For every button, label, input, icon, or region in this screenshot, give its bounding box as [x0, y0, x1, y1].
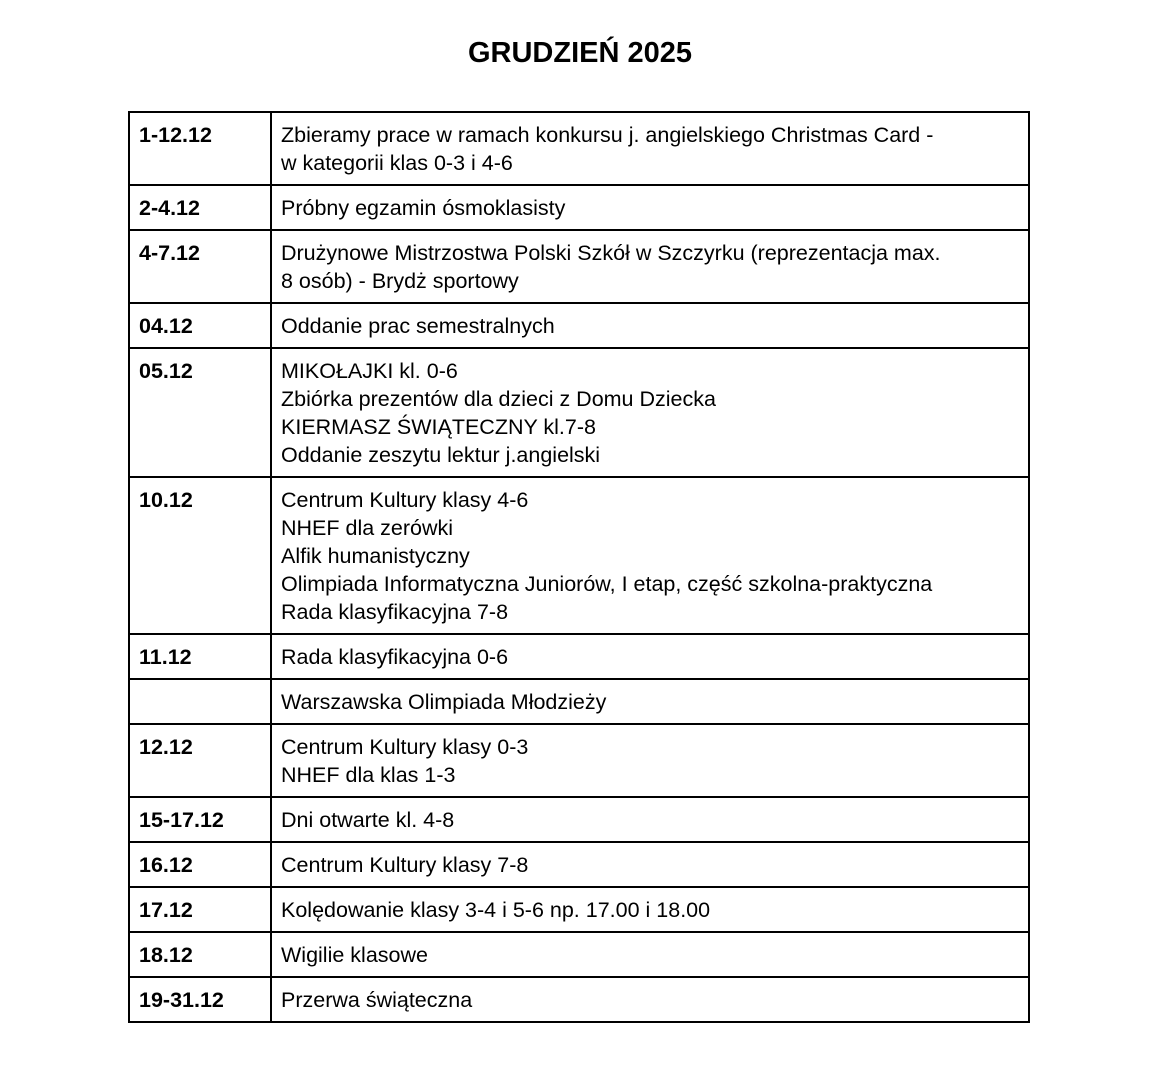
- events-cell: [271, 112, 1029, 185]
- date-cell: 4-7.12: [129, 230, 271, 303]
- table-row: [129, 303, 1029, 348]
- event-line: Kolędowanie klasy 3-4 i 5-6 np. 17.00 i 18.00: [281, 898, 711, 922]
- date-cell: 16.12: [129, 842, 271, 887]
- table-row: [129, 112, 1029, 185]
- table-row: [129, 842, 1029, 887]
- table-row: [129, 724, 1029, 797]
- events-cell: [271, 303, 1029, 348]
- event-line: Centrum Kultury klasy 7-8: [281, 853, 529, 877]
- table-row: [129, 348, 1029, 477]
- events-cell: [271, 348, 1029, 477]
- event-line: Warszawska Olimpiada Młodzieży: [281, 690, 607, 714]
- date-cell: 15-17.12: [129, 797, 271, 842]
- table-row: [129, 679, 1029, 724]
- page-title: GRUDZIEŃ 2025: [467, 37, 692, 69]
- table-row: [129, 185, 1029, 230]
- date-cell: 17.12: [129, 887, 271, 932]
- date-cell: 04.12: [129, 303, 271, 348]
- event-line: Drużynowe Mistrzostwa Polski Szkół w Szczyrku (reprezentacja max.: [281, 241, 941, 265]
- event-line: Centrum Kultury klasy 4-6: [281, 488, 529, 512]
- table-row: [129, 634, 1029, 679]
- events-cell: [271, 230, 1029, 303]
- date-cell: 11.12: [129, 634, 271, 679]
- event-line: Rada klasyfikacyjna 7-8: [281, 600, 509, 624]
- date-cell: 18.12: [129, 932, 271, 977]
- event-line: Próbny egzamin ósmoklasisty: [281, 196, 566, 220]
- event-line: KIERMASZ ŚWIĄTECZNY kl.7-8: [281, 415, 596, 439]
- event-line: Rada klasyfikacyjna 0-6: [281, 645, 509, 669]
- event-line: 8 osób) - Brydż sportowy: [281, 269, 519, 293]
- date-cell: [129, 679, 271, 724]
- event-line: Zbieramy prace w ramach konkursu j. angielskiego Christmas Card -: [281, 123, 934, 147]
- date-cell: 12.12: [129, 724, 271, 797]
- date-cell: 1-12.12: [129, 112, 271, 185]
- date-cell: 2-4.12: [129, 185, 271, 230]
- table-row: [129, 477, 1029, 634]
- event-line: Przerwa świąteczna: [281, 988, 473, 1012]
- event-line: w kategorii klas 0-3 i 4-6: [281, 151, 513, 175]
- event-line: NHEF dla klas 1-3: [281, 763, 456, 787]
- event-line: MIKOŁAJKI kl. 0-6: [281, 359, 458, 383]
- event-line: Centrum Kultury klasy 0-3: [281, 735, 529, 759]
- event-line: Zbiórka prezentów dla dzieci z Domu Dziecka: [281, 387, 716, 411]
- event-line: Oddanie zeszytu lektur j.angielski: [281, 443, 601, 467]
- events-cell: [271, 477, 1029, 634]
- events-cell: [271, 185, 1029, 230]
- table-row: [129, 797, 1029, 842]
- date-cell: 10.12: [129, 477, 271, 634]
- events-cell: [271, 724, 1029, 797]
- event-line: Wigilie klasowe: [281, 943, 428, 967]
- table-row: [129, 977, 1029, 1022]
- schedule-table: [128, 111, 1030, 1023]
- events-cell: [271, 842, 1029, 887]
- table-row: [129, 887, 1029, 932]
- schedule-table-body: [129, 112, 1029, 1022]
- events-cell: [271, 887, 1029, 932]
- event-line: NHEF dla zerówki: [281, 516, 454, 540]
- events-cell: [271, 797, 1029, 842]
- event-line: Oddanie prac semestralnych: [281, 314, 555, 338]
- events-cell: [271, 679, 1029, 724]
- event-line: Olimpiada Informatyczna Juniorów, I etap, część szkolna-praktyczna: [281, 572, 933, 596]
- events-cell: [271, 977, 1029, 1022]
- event-line: Dni otwarte kl. 4-8: [281, 808, 455, 832]
- table-row: [129, 932, 1029, 977]
- event-line: Alfik humanistyczny: [281, 544, 470, 568]
- date-cell: 19-31.12: [129, 977, 271, 1022]
- events-cell: [271, 932, 1029, 977]
- events-cell: [271, 634, 1029, 679]
- table-row: [129, 230, 1029, 303]
- date-cell: 05.12: [129, 348, 271, 477]
